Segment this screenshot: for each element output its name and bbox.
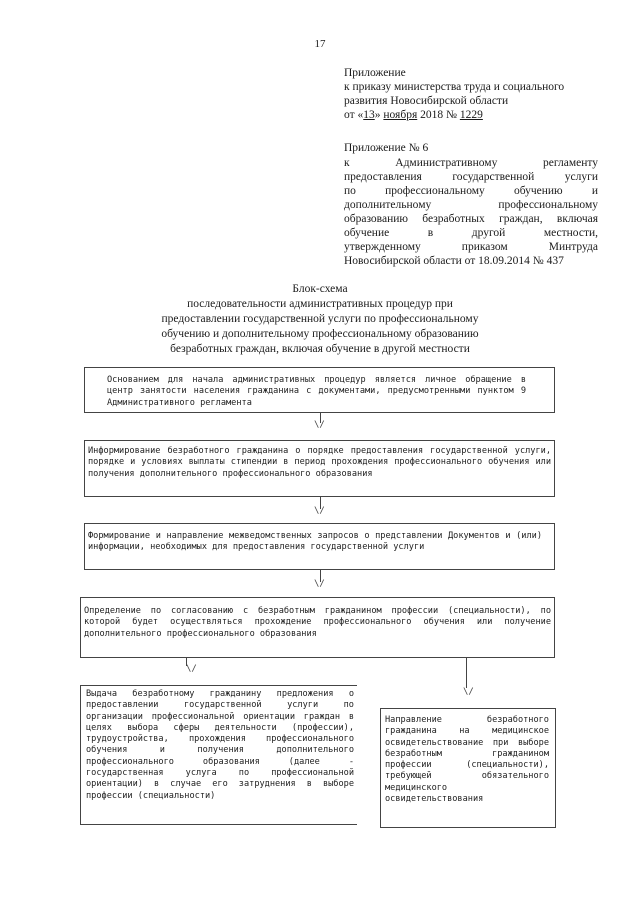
appendix-ministry-line: развития Новосибирской области <box>344 95 509 107</box>
scheme-subtitle-line: предоставлении государственной услуги по профессиональному <box>161 313 479 325</box>
connector-right <box>466 658 467 688</box>
scheme-title <box>100 282 540 357</box>
arrow-down-icon: \/ <box>463 687 474 697</box>
flow-step-2-text: Информирование безработного гражданина о порядке предоставления государственной услуги, порядке и условиях выплаты стипендии в период прохождения профессионального обучения или получения дополнительного профессионального образования <box>88 446 551 479</box>
order-number: 1229 <box>459 109 483 121</box>
flow-step-3-box <box>84 523 555 570</box>
appendix-order-line: к приказу министерства труда и социального <box>344 81 565 93</box>
appendix-6-line: утвержденному приказом Минтруда <box>344 241 598 253</box>
scheme-heading: Блок-схема <box>292 283 348 295</box>
appendix-6-line: предоставления государственной услуги <box>344 171 598 183</box>
arrow-down-icon: \/ <box>314 579 325 589</box>
scheme-subtitle-line: безработных граждан, включая обучение в другой местности <box>170 343 470 355</box>
scheme-subtitle <box>100 297 540 357</box>
appendix-date-line: от «13» ноября 2018 № 1229 <box>344 109 483 121</box>
appendix-6-line: обучение в другой местности, <box>344 227 598 239</box>
appendix-header <box>344 66 604 122</box>
flow-step-5-left-box <box>80 685 357 825</box>
page-number: 17 <box>314 38 326 50</box>
arrow-down-icon: \/ <box>314 420 325 430</box>
flow-step-4-box <box>80 597 555 658</box>
scheme-subtitle-line: последовательности административных процедур при <box>187 298 453 310</box>
box-5-left-bottom-rule <box>80 824 184 825</box>
appendix-6-title: Приложение № 6 <box>344 142 429 154</box>
appendix-6-line: по профессиональному обучению и <box>344 185 598 197</box>
flow-step-1-text: Основанием для начала административных процедур является личное обращение в центр занятости населения гражданина с документами, предусмотренными пунктом 9 Административного регламента <box>107 375 526 408</box>
arrow-down-icon: \/ <box>314 506 325 516</box>
appendix-label: Приложение <box>344 67 406 79</box>
appendix-6-lines <box>344 156 598 268</box>
appendix-6-line: дополнительному профессиональному <box>344 199 598 211</box>
flow-step-5-right-text: Направление безработного гражданина на медицинское освидетельствование при выборе безработным гражданином профессии (специальности), требующей обязательного медицинского освидетельствования <box>385 715 549 805</box>
flow-step-3-text: Формирование и направление межведомственных запросов о представлении Документов и (или) информации, необходимых для предоставления государственной услуги <box>88 531 542 553</box>
appendix-6-line: к Административному регламенту <box>344 157 598 169</box>
flow-step-2-box <box>84 440 555 497</box>
order-day: 13 <box>363 109 375 121</box>
arrow-down-icon: \/ <box>186 664 197 674</box>
flow-step-5-right-box <box>380 708 556 828</box>
appendix-6-line: Новосибирской области от 18.09.2014 № 437 <box>344 255 564 267</box>
appendix-6-header <box>344 141 598 268</box>
flow-step-1-box <box>84 367 555 413</box>
appendix-6-line: образованию безработных граждан, включая <box>344 213 598 225</box>
flow-step-5-left-text: Выдача безработному гражданину предложения о предоставлении государственной услуги по организации профессиональной ориентации граждан в целях выбора сферы деятельности (профессии), трудоустройства, прохождения профессионального обучения и получения дополнительного профессионального образования (далее - государственная услуга по профессиональной ориентации) в случае его затруднения в выборе профессии (специальности) <box>86 689 354 801</box>
order-month: ноября <box>383 109 418 121</box>
flow-step-4-text: Определение по согласованию с безработным гражданином профессии (специальности), по которой будет осуществляться прохождение профессионального обучения или получение дополнительного профессионального образования <box>84 606 551 639</box>
scheme-subtitle-line: обучению и дополнительному профессиональному образованию <box>161 328 479 340</box>
